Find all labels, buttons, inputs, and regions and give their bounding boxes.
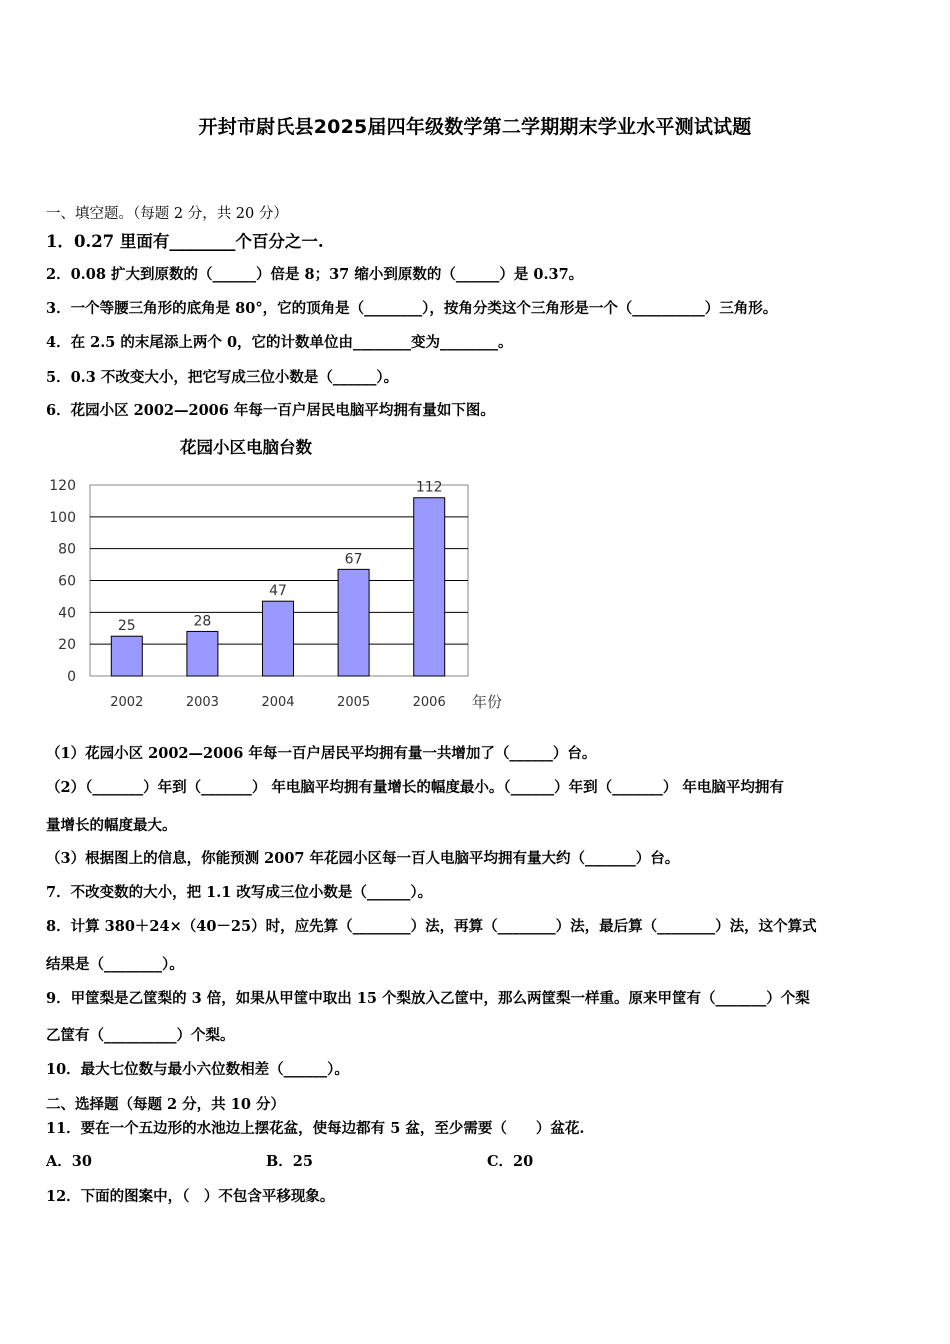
option-c: C．20 [487, 1153, 534, 1170]
question-2: 2．0.08 扩大到原数的（______）倍是 8；37 缩小到原数的（______）是 0.37。 [46, 266, 584, 283]
question-6: 6．花园小区 2002—2006 年每一百户居民电脑平均拥有量如下图。 [46, 402, 495, 419]
y-tick-label: 100 [49, 509, 76, 526]
data-label: 47 [269, 583, 287, 600]
x-tick-label: 2004 [261, 695, 295, 710]
chart-title: 花园小区电脑台数 [180, 438, 312, 457]
question-6-part-1: （1）花园小区 2002—2006 年每一百户居民平均拥有量一共增加了（______）台。 [46, 745, 597, 762]
option-a: A．30 [46, 1153, 92, 1170]
data-label: 112 [415, 479, 443, 496]
y-tick-label: 120 [49, 478, 76, 494]
question-7: 7．不改变数的大小，把 1.1 改写成三位小数是（______）。 [46, 884, 433, 901]
bar-2002 [111, 636, 142, 676]
question-8-continued: 结果是（________）。 [46, 956, 184, 973]
bar-2004 [263, 601, 294, 676]
question-9-continued: 乙筐有（__________）个梨。 [46, 1027, 235, 1044]
question-3: 3．一个等腰三角形的底角是 80°，它的顶角是（________），按角分类这个三角形是一个（__________）三角形。 [46, 300, 778, 317]
question-6-part-2: （2）（_______）年到（_______） 年电脑平均拥有量增长的幅度最小。（______）年到（_______） 年电脑平均拥有 [46, 779, 784, 796]
bar-2003 [187, 631, 218, 676]
page-title: 开封市尉氏县2025届四年级数学第二学期期末学业水平测试试题 [198, 116, 752, 138]
x-axis-label: 年份 [472, 693, 503, 711]
question-10: 10．最大七位数与最小六位数相差（______）。 [46, 1061, 349, 1078]
data-label: 28 [193, 613, 212, 630]
bar-2006 [414, 498, 445, 676]
option-b: B．25 [266, 1153, 313, 1170]
y-tick-label: 40 [58, 605, 76, 622]
question-6-part-2-continued: 量增长的幅度最大。 [46, 817, 177, 834]
question-9: 9．甲筐梨是乙筐梨的 3 倍，如果从甲筐中取出 15 个梨放入乙筐中，那么两筐梨一样重。原来甲筐有（_______）个梨 [46, 990, 810, 1007]
section-heading-fill-blank: 一、填空题。（每题 2 分，共 20 分） [46, 206, 288, 222]
question-4: 4．在 2.5 的末尾添上两个 0，它的计数单位由________变为________。 [46, 334, 513, 351]
question-12: 12．下面的图案中，（ ）不包含平移现象。 [46, 1188, 335, 1205]
question-1: 1．0.27 里面有________个百分之一. [46, 232, 324, 251]
y-tick-label: 60 [58, 573, 76, 590]
question-5: 5．0.3 不改变大小，把它写成三位小数是（______）。 [46, 369, 399, 386]
y-tick-label: 80 [58, 541, 76, 558]
x-tick-label: 2003 [185, 695, 219, 710]
bar-chart [30, 466, 530, 728]
bar-2005 [338, 569, 369, 676]
x-tick-label: 2002 [110, 695, 144, 710]
x-tick-label: 2005 [337, 695, 371, 710]
question-8: 8．计算 380＋24×（40－25）时，应先算（________）法，再算（________）法，最后算（________）法，这个算式 [46, 918, 817, 935]
question-6-part-3: （3）根据图上的信息，你能预测 2007 年花园小区每一百人电脑平均拥有量大约（_______）台。 [46, 850, 680, 867]
data-label: 67 [344, 551, 363, 568]
y-tick-label: 20 [58, 637, 76, 654]
y-tick-label: 0 [67, 669, 76, 685]
question-11: 11．要在一个五边形的水池边上摆花盆，使每边都有 5 盆，至少需要（ ）盆花. [46, 1120, 585, 1137]
x-tick-label: 2006 [412, 695, 446, 710]
section-heading-choice: 二、选择题（每题 2 分，共 10 分） [46, 1096, 285, 1113]
data-label: 25 [117, 618, 136, 635]
